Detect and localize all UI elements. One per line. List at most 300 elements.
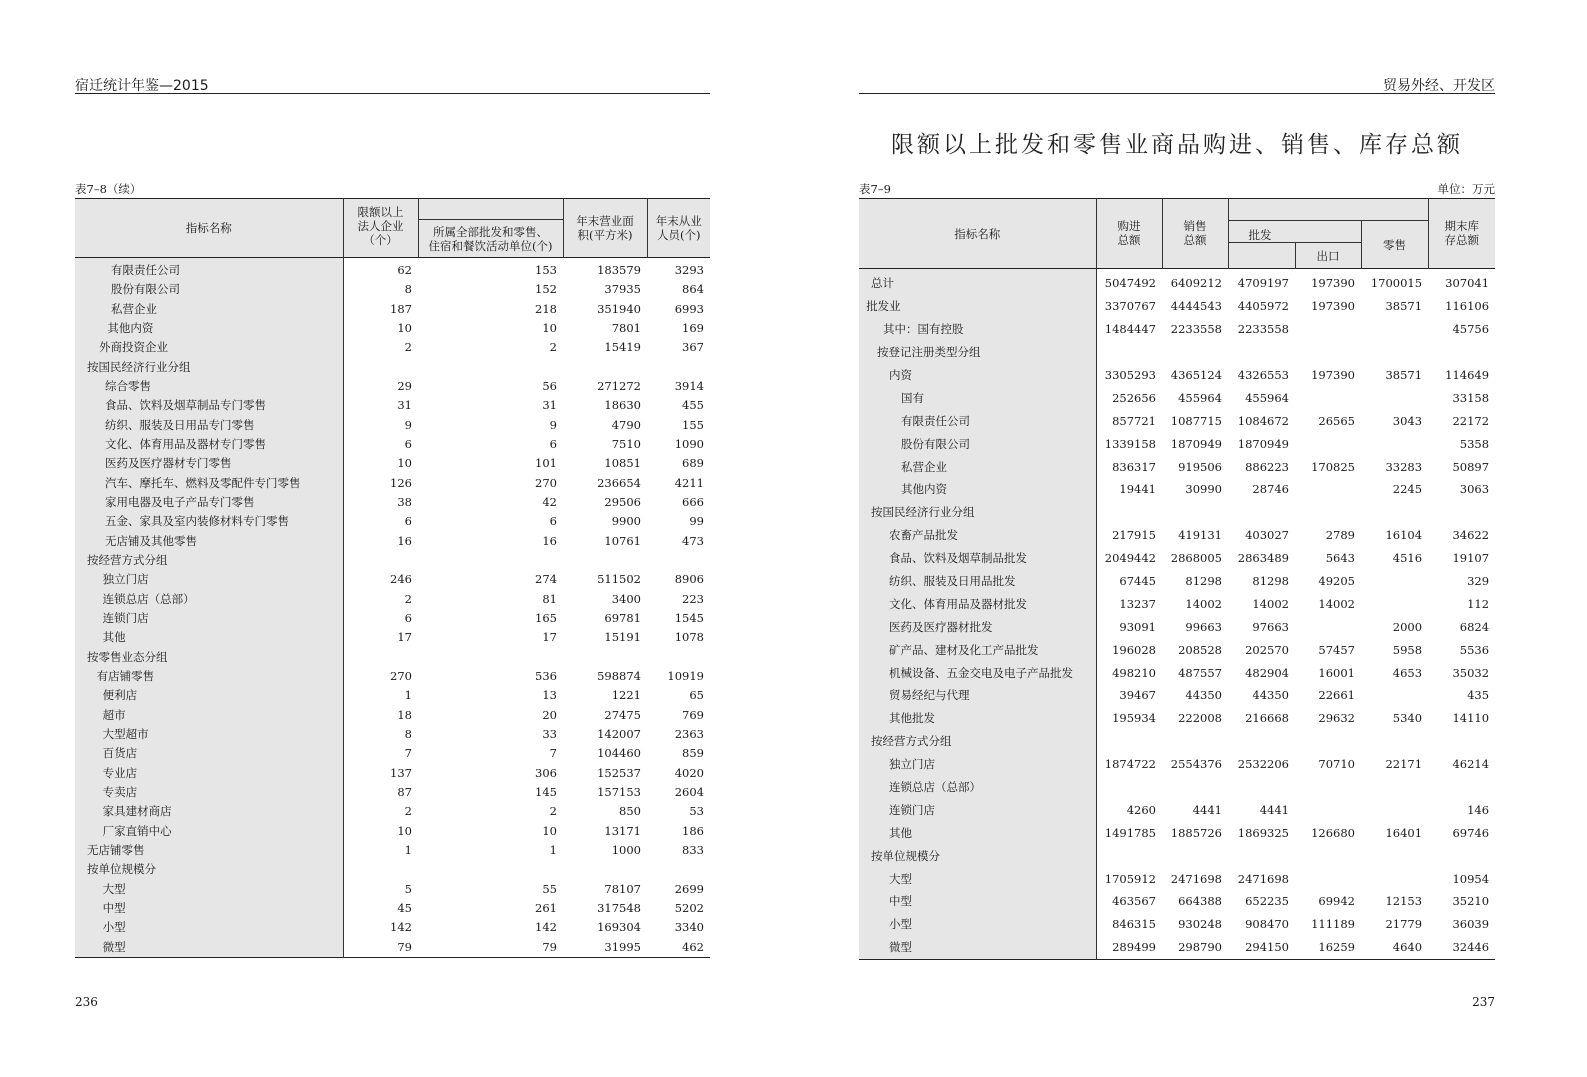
row-label: 百货店 (75, 744, 343, 763)
cell-value: 32446 (1452, 940, 1490, 955)
cell-value: 317548 (597, 900, 641, 915)
cell-value: 165 (535, 611, 557, 626)
cell-value (1228, 844, 1295, 867)
row-label: 大型 (859, 867, 1096, 890)
cell-value: 18630 (604, 398, 641, 413)
row-label: 其中：国有控股 (859, 318, 1096, 341)
cell-value: 33158 (1452, 390, 1490, 405)
table-row (859, 501, 1495, 524)
cell-value: 2049442 (1104, 551, 1156, 566)
cell-value: 30990 (1185, 482, 1222, 497)
cell-value: 5202 (674, 900, 704, 915)
cell-value: 859 (682, 746, 704, 761)
cell-value (1361, 386, 1428, 409)
row-label: 微型 (859, 936, 1096, 959)
row-label: 食品、饮料及烟草制品专门零售 (75, 396, 343, 415)
header-sales: 销售 总额 (1162, 199, 1228, 269)
cell-value: 87 (397, 785, 412, 800)
row-label: 无店铺零售 (75, 841, 343, 860)
cell-value: 12153 (1385, 894, 1423, 909)
cell-value: 850 (619, 804, 641, 819)
header-enterprises-spacer (418, 199, 563, 220)
cell-value: 187 (390, 301, 412, 316)
row-label: 外商投资企业 (75, 338, 343, 357)
cell-value: 16001 (1318, 665, 1355, 680)
cell-value: 886223 (1245, 459, 1289, 474)
cell-value: 112 (1467, 596, 1490, 611)
cell-value: 197390 (1311, 368, 1355, 382)
row-label: 小型 (75, 918, 343, 937)
cell-value (1162, 776, 1228, 799)
row-label: 贸易经纪与代理 (859, 684, 1096, 707)
cell-value: 126 (390, 475, 412, 490)
cell-value: 69942 (1318, 894, 1355, 909)
cell-value: 38571 (1385, 368, 1423, 382)
cell-value: 44350 (1252, 688, 1289, 703)
cell-value: 4640 (1392, 940, 1423, 955)
cell-value (1228, 730, 1295, 753)
cell-value: 1 (404, 843, 412, 857)
row-label: 其他 (75, 628, 343, 647)
cell-value (563, 648, 647, 667)
cell-value: 50897 (1452, 459, 1490, 474)
table-row (75, 532, 710, 551)
cell-value: 197390 (1311, 299, 1355, 314)
cell-value: 2863489 (1237, 551, 1289, 566)
cell-value: 1874722 (1104, 757, 1156, 772)
cell-value: 10954 (1452, 871, 1490, 886)
table-body-left (75, 258, 710, 958)
cell-value: 329 (1467, 574, 1490, 589)
cell-value: 7801 (611, 321, 641, 336)
row-label: 按登记注册类型分组 (859, 341, 1096, 364)
table-row (75, 937, 710, 957)
cell-value: 1084672 (1237, 413, 1289, 428)
row-label: 医药及医疗器材批发 (859, 615, 1096, 638)
cell-value: 15191 (604, 630, 641, 645)
cell-value: 351940 (597, 301, 641, 316)
cell-value: 169304 (597, 920, 641, 935)
cell-value: 183579 (597, 263, 641, 278)
table-row (75, 570, 710, 589)
cell-value: 1000 (611, 843, 641, 857)
cell-value: 3340 (674, 920, 704, 935)
cell-value: 270 (390, 669, 412, 684)
table-7-8-continued (75, 198, 710, 958)
header-area: 年末营业面 积(平方米) (563, 199, 647, 258)
row-label: 私营企业 (859, 455, 1096, 478)
left-page (0, 0, 793, 1077)
cell-value: 152 (535, 282, 557, 297)
table-row (859, 432, 1495, 455)
cell-value: 13 (542, 688, 557, 703)
cell-value: 2699 (674, 881, 704, 896)
cell-value: 111189 (1311, 917, 1355, 932)
cell-value: 6993 (674, 301, 704, 316)
cell-value: 462 (682, 939, 704, 954)
row-label: 按国民经济行业分组 (859, 501, 1096, 524)
cell-value (1295, 798, 1361, 821)
cell-value: 14002 (1252, 596, 1289, 611)
cell-value: 2532206 (1237, 757, 1289, 772)
cell-value: 217915 (1112, 528, 1156, 543)
cell-value: 222008 (1178, 711, 1222, 726)
cell-value: 3305293 (1104, 368, 1156, 382)
cell-value (1361, 318, 1428, 341)
cell-value: 10 (397, 321, 412, 336)
table-row (859, 753, 1495, 776)
cell-value: 4444543 (1170, 299, 1222, 314)
cell-value (418, 551, 563, 570)
table-row (75, 648, 710, 667)
cell-value: 689 (682, 456, 704, 471)
row-label: 独立门店 (859, 753, 1096, 776)
table-row (75, 686, 710, 705)
header-stock: 期末库 存总额 (1428, 199, 1495, 269)
cell-value (563, 860, 647, 879)
cell-value: 2 (404, 340, 412, 355)
cell-value (1295, 478, 1361, 501)
cell-value: 289499 (1112, 940, 1156, 955)
cell-value: 4516 (1392, 551, 1423, 566)
table-row (75, 802, 710, 821)
cell-value: 2 (549, 804, 557, 819)
cell-value: 2233558 (1170, 322, 1222, 337)
cell-value: 261 (535, 900, 557, 915)
cell-value: 38571 (1385, 299, 1423, 314)
cell-value: 419131 (1178, 528, 1222, 543)
row-label: 其他 (859, 821, 1096, 844)
header-export: 出口 (1295, 243, 1361, 269)
cell-value: 116106 (1445, 299, 1490, 314)
cell-value: 2868005 (1170, 551, 1222, 566)
table-row (75, 454, 710, 473)
cell-value: 2471698 (1170, 871, 1222, 886)
table-row (75, 841, 710, 860)
cell-value: 9 (404, 417, 412, 432)
cell-value: 35210 (1452, 894, 1490, 909)
cell-value: 666 (682, 495, 704, 510)
cell-value: 919506 (1178, 459, 1222, 474)
cell-value: 65 (689, 688, 704, 703)
cell-value: 4790 (611, 417, 641, 432)
cell-value: 13171 (604, 823, 641, 838)
cell-value: 3293 (674, 263, 704, 278)
cell-value: 6 (549, 514, 557, 529)
cell-value: 169 (682, 321, 704, 336)
cell-value: 455964 (1245, 390, 1289, 405)
cell-value: 29506 (604, 495, 641, 510)
right-page (793, 0, 1587, 1077)
cell-value (1361, 592, 1428, 615)
cell-value: 4709197 (1237, 276, 1289, 291)
table-row (859, 684, 1495, 707)
row-label: 矿产品、建材及化工产品批发 (859, 638, 1096, 661)
cell-value: 652235 (1245, 894, 1289, 909)
cell-value: 7 (404, 746, 412, 761)
table-row (859, 821, 1495, 844)
table-row (859, 341, 1495, 364)
row-label: 五金、家具及室内装修材料专门零售 (75, 512, 343, 531)
cell-value: 79 (397, 939, 412, 954)
table-row (859, 364, 1495, 387)
cell-value (1295, 501, 1361, 524)
table-row (859, 570, 1495, 593)
cell-value: 1 (549, 843, 557, 857)
cell-value: 1078 (674, 630, 704, 645)
cell-value: 16259 (1318, 940, 1355, 955)
cell-value: 1705912 (1104, 871, 1156, 886)
cell-value: 271272 (597, 379, 641, 394)
row-label: 机械设备、五金交电及电子产品批发 (859, 661, 1096, 684)
cell-value: 2471698 (1237, 871, 1289, 886)
cell-value (1361, 501, 1428, 524)
cell-value (1361, 341, 1428, 364)
cell-value: 81298 (1185, 574, 1222, 589)
table-row (75, 300, 710, 319)
cell-value: 16104 (1385, 528, 1423, 543)
cell-value: 6824 (1459, 619, 1490, 634)
table-row (75, 764, 710, 783)
page-number-left: 236 (75, 995, 98, 1009)
cell-value: 37935 (604, 282, 641, 297)
unit-label: 单位：万元 (1437, 182, 1495, 196)
cell-value (1096, 776, 1162, 799)
cell-value: 236654 (597, 475, 641, 490)
cell-value: 35032 (1452, 665, 1490, 680)
header-wholesale: 批发 (1228, 221, 1361, 243)
cell-value: 157153 (597, 785, 641, 800)
cell-value: 6 (404, 514, 412, 529)
cell-value: 10919 (667, 669, 704, 684)
cell-value: 2363 (674, 727, 704, 742)
cell-value: 21779 (1385, 917, 1423, 932)
table-row (859, 867, 1495, 890)
cell-value (1295, 432, 1361, 455)
cell-value: 56 (542, 379, 557, 394)
cell-value (343, 860, 418, 879)
cell-value (1428, 844, 1495, 867)
cell-value (1361, 730, 1428, 753)
cell-value: 298790 (1178, 940, 1222, 955)
cell-value: 6409212 (1170, 276, 1222, 291)
cell-value: 5643 (1325, 551, 1355, 566)
cell-value: 223 (682, 591, 704, 606)
table-row (859, 844, 1495, 867)
row-label: 便利店 (75, 686, 343, 705)
cell-value: 13237 (1119, 596, 1156, 611)
row-label: 家具建材商店 (75, 802, 343, 821)
cell-value: 846315 (1112, 917, 1156, 932)
table-row (859, 661, 1495, 684)
cell-value: 45 (397, 900, 412, 915)
cell-value: 97663 (1252, 619, 1289, 634)
cell-value: 155 (682, 417, 704, 432)
header-staff: 年末从业 人员(个) (647, 199, 710, 258)
cell-value: 270 (535, 475, 557, 490)
row-label: 家用电器及电子产品专门零售 (75, 493, 343, 512)
cell-value: 10 (397, 823, 412, 838)
table-row (75, 860, 710, 879)
table-row (75, 377, 710, 396)
cell-value: 463567 (1112, 894, 1156, 909)
cell-value: 14110 (1452, 711, 1490, 726)
row-label: 国有 (859, 386, 1096, 409)
cell-value: 197390 (1311, 276, 1355, 291)
cell-value: 5358 (1459, 436, 1490, 451)
cell-value: 145 (535, 785, 557, 800)
cell-value (1295, 615, 1361, 638)
cell-value: 2604 (674, 785, 704, 800)
row-label: 按国民经济行业分组 (75, 358, 343, 377)
cell-value (1428, 501, 1495, 524)
cell-value: 6 (549, 437, 557, 452)
row-label: 连锁门店 (859, 798, 1096, 821)
table-row (859, 730, 1495, 753)
cell-value (1295, 776, 1361, 799)
cell-value: 53 (689, 804, 704, 819)
table-row (75, 396, 710, 415)
cell-value (1361, 776, 1428, 799)
cell-value (1428, 730, 1495, 753)
cell-value: 498210 (1112, 665, 1156, 680)
cell-value: 81 (542, 591, 557, 606)
cell-value: 29 (397, 379, 412, 394)
cell-value (1295, 318, 1361, 341)
cell-value: 857721 (1112, 413, 1156, 428)
table-row (859, 455, 1495, 478)
table-row (75, 899, 710, 918)
row-label: 其他批发 (859, 707, 1096, 730)
cell-value: 22172 (1452, 413, 1490, 428)
cell-value (1361, 844, 1428, 867)
cell-value: 31 (397, 398, 412, 413)
table-row (859, 269, 1495, 295)
cell-value: 62 (397, 263, 412, 278)
table-row (859, 295, 1495, 318)
cell-value: 3370767 (1104, 299, 1156, 314)
cell-value: 306 (535, 765, 557, 780)
cell-value: 4020 (674, 765, 704, 780)
cell-value: 2000 (1392, 619, 1423, 634)
cell-value: 1221 (611, 688, 641, 703)
row-label: 综合零售 (75, 377, 343, 396)
cell-value: 17 (542, 630, 557, 645)
cell-value: 2 (404, 804, 412, 819)
running-head-left: 宿迁统计年鉴—2015 (75, 78, 209, 94)
cell-value: 93091 (1119, 619, 1156, 634)
cell-value: 142 (390, 920, 412, 935)
cell-value: 2233558 (1237, 322, 1289, 337)
cell-value: 28746 (1252, 482, 1289, 497)
cell-value: 4441 (1259, 802, 1289, 817)
table-7-9 (859, 198, 1495, 960)
cell-value: 36039 (1452, 917, 1490, 932)
cell-value: 4260 (1126, 802, 1156, 817)
cell-value: 137 (390, 765, 412, 780)
cell-value: 1484447 (1104, 322, 1156, 337)
cell-value: 5 (404, 881, 412, 896)
cell-value: 908470 (1245, 917, 1289, 932)
cell-value: 34622 (1452, 528, 1490, 543)
cell-value: 2245 (1392, 482, 1423, 497)
cell-value (563, 358, 647, 377)
cell-value: 5958 (1392, 642, 1423, 657)
cell-value (418, 358, 563, 377)
cell-value (1228, 776, 1295, 799)
row-label: 私营企业 (75, 300, 343, 319)
cell-value: 864 (682, 282, 704, 297)
row-label: 专业店 (75, 764, 343, 783)
header-wholesale-total-spacer (1228, 243, 1295, 269)
cell-value: 664388 (1178, 894, 1222, 909)
table-row (75, 609, 710, 628)
row-label: 厂家直销中心 (75, 822, 343, 841)
table-row (859, 318, 1495, 341)
row-label: 独立门店 (75, 570, 343, 589)
cell-value: 3043 (1392, 413, 1423, 428)
cell-value: 81298 (1252, 574, 1289, 589)
cell-value: 31995 (604, 939, 641, 954)
row-label: 有限责任公司 (859, 409, 1096, 432)
cell-value: 5047492 (1104, 276, 1156, 291)
cell-value (1361, 570, 1428, 593)
cell-value: 16401 (1385, 825, 1423, 840)
table-row (859, 592, 1495, 615)
page-number-right: 237 (1472, 995, 1495, 1009)
cell-value (647, 648, 710, 667)
table-row (75, 822, 710, 841)
cell-value: 5536 (1459, 642, 1490, 657)
cell-value: 1090 (674, 437, 704, 452)
cell-value: 836317 (1112, 459, 1156, 474)
row-label: 纺织、服装及日用品专门零售 (75, 416, 343, 435)
cell-value: 42 (542, 495, 557, 510)
cell-value (563, 551, 647, 570)
cell-value: 142 (535, 920, 557, 935)
table-row (75, 258, 710, 281)
cell-value: 1885726 (1170, 825, 1222, 840)
cell-value: 20 (542, 707, 557, 722)
cell-value: 46214 (1452, 757, 1490, 772)
table-row (859, 913, 1495, 936)
table-row (75, 880, 710, 899)
row-label: 食品、饮料及烟草制品批发 (859, 547, 1096, 570)
row-label: 按单位规模分 (859, 844, 1096, 867)
row-label: 按经营方式分组 (859, 730, 1096, 753)
cell-value: 274 (535, 572, 557, 587)
row-label: 有限责任公司 (75, 258, 343, 281)
row-label: 小型 (859, 913, 1096, 936)
table-row (859, 776, 1495, 799)
cell-value: 307041 (1445, 276, 1490, 291)
cell-value: 487557 (1178, 665, 1222, 680)
cell-value: 7 (549, 746, 557, 761)
cell-value: 67445 (1119, 574, 1156, 589)
cell-value (418, 648, 563, 667)
cell-value (1162, 730, 1228, 753)
cell-value: 455 (682, 398, 704, 413)
cell-value (1228, 501, 1295, 524)
header-retail: 零售 (1361, 221, 1428, 269)
row-label: 连锁总店（总部） (75, 590, 343, 609)
cell-value: 482904 (1245, 665, 1289, 680)
cell-value (1295, 386, 1361, 409)
cell-value: 367 (682, 340, 704, 355)
row-label: 文化、体育用品及器材批发 (859, 592, 1096, 615)
cell-value: 16 (397, 533, 412, 548)
cell-value: 18 (397, 707, 412, 722)
